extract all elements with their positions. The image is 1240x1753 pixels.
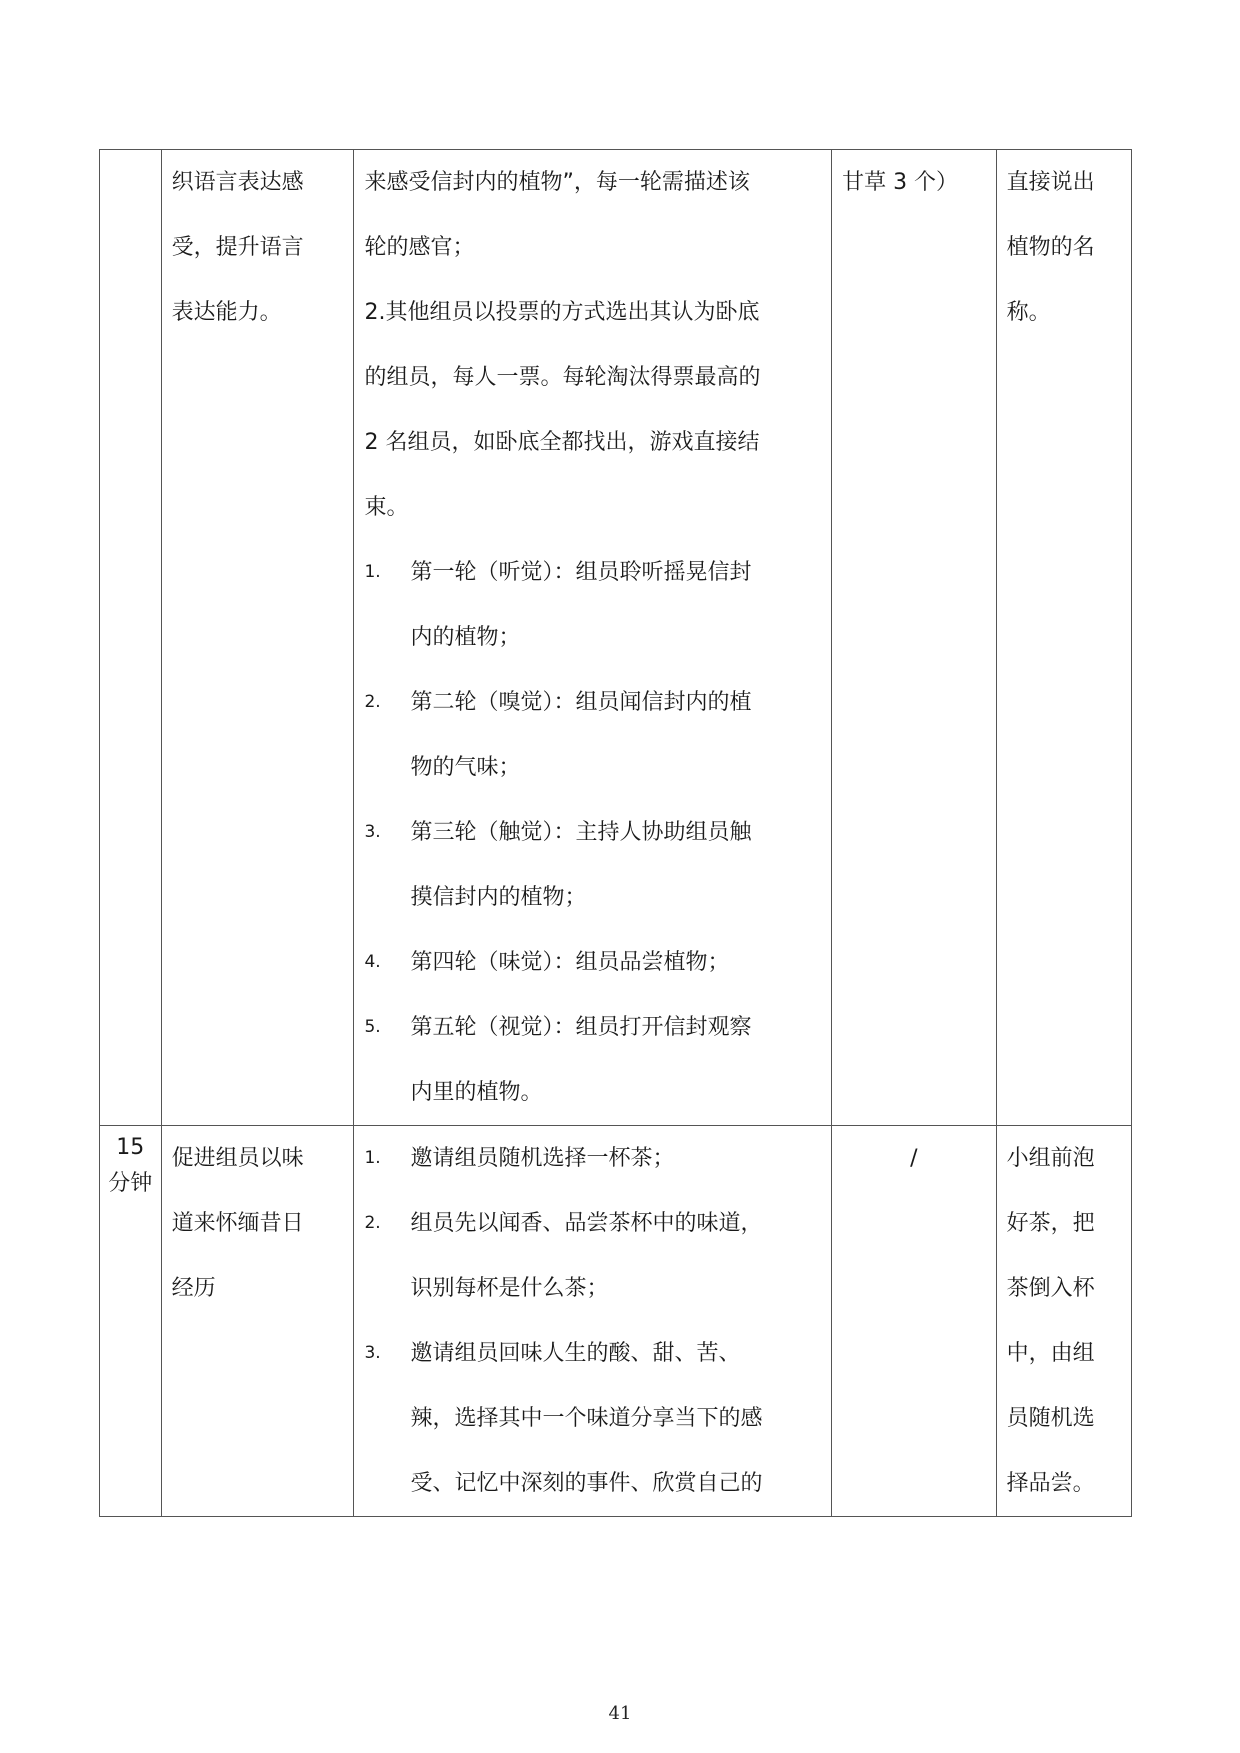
notes-line: 植物的名: [1006, 235, 1095, 260]
round-line: 内里的植物。: [410, 1080, 543, 1105]
step-line: 邀请组员回味人生的酸、甜、苦、: [410, 1341, 741, 1366]
notes-cell: [996, 1126, 1131, 1517]
materials-text: 甘草 3 个）: [842, 170, 959, 195]
content-line: 2 名组员，如卧底全都找出，游戏直接结: [364, 430, 760, 455]
list-number: 5.: [364, 1017, 381, 1037]
goal-line: 织语言表达感: [171, 170, 304, 195]
time-cell: [100, 150, 162, 1126]
content-line: 2.其他组员以投票的方式选出其认为卧底: [364, 300, 760, 325]
list-number: 3.: [364, 1343, 381, 1363]
round-line: 第一轮（听觉）：组员聆听摇晃信封: [410, 560, 752, 585]
materials-cell: [832, 150, 997, 1126]
round-line: 第二轮（嗅觉）：组员闻信封内的植: [410, 690, 752, 715]
content-cell: [354, 150, 832, 1126]
goal-line: 道来怀缅昔日: [171, 1211, 304, 1236]
notes-cell: [996, 150, 1131, 1126]
round-line: 摸信封内的植物；: [410, 885, 587, 910]
list-number: 1.: [364, 562, 381, 582]
round-line: 第四轮（味觉）：组员品尝植物；: [410, 950, 730, 975]
round-line: 物的气味；: [410, 755, 521, 780]
content-line: 来感受信封内的植物”，每一轮需描述该: [364, 170, 750, 195]
step-line: 辣，选择其中一个味道分享当下的感: [410, 1406, 763, 1431]
step-line: 邀请组员随机选择一杯茶；: [410, 1146, 675, 1171]
round-line: 第五轮（视觉）：组员打开信封观察: [410, 1015, 752, 1040]
notes-line: 择品尝。: [1006, 1471, 1095, 1496]
materials-cell: /: [832, 1126, 997, 1517]
goal-line: 表达能力。: [171, 300, 282, 325]
step-line: 受、记忆中深刻的事件、欣赏自己的: [410, 1471, 763, 1496]
list-number: 2.: [364, 1213, 381, 1233]
notes-line: 中，由组: [1006, 1341, 1095, 1366]
time-cell: [100, 1126, 162, 1517]
notes-line: 小组前泡: [1006, 1146, 1095, 1171]
round-item: [364, 540, 821, 670]
step-item: [364, 1321, 821, 1516]
list-number: 4.: [364, 952, 381, 972]
goal-line: 受，提升语言: [171, 235, 304, 260]
round-item: [364, 995, 821, 1125]
time-value: 15: [116, 1135, 145, 1160]
table-row: [100, 1126, 1132, 1517]
round-item: [364, 800, 821, 930]
goal-cell: [161, 1126, 354, 1517]
round-item: [364, 670, 821, 800]
round-item: [364, 930, 821, 995]
notes-line: 直接说出: [1006, 170, 1095, 195]
content-line: 的组员，每人一票。每轮淘汰得票最高的: [364, 365, 761, 390]
table-row: [100, 150, 1132, 1126]
notes-line: 员随机选: [1006, 1406, 1095, 1431]
page-number: 41: [608, 1703, 632, 1724]
goal-cell: [161, 150, 354, 1126]
list-number: 3.: [364, 822, 381, 842]
notes-line: 茶倒入杯: [1006, 1276, 1095, 1301]
activity-plan-table: [99, 149, 1132, 1517]
list-number: 1.: [364, 1148, 381, 1168]
content-line: 轮的感官；: [364, 235, 475, 260]
notes-line: 好茶，把: [1006, 1211, 1095, 1236]
content-cell: [354, 1126, 832, 1517]
step-item: [364, 1126, 821, 1191]
round-line: 内的植物；: [410, 625, 521, 650]
step-line: 识别每杯是什么茶；: [410, 1276, 609, 1301]
notes-line: 称。: [1006, 300, 1051, 325]
step-line: 组员先以闻香、品尝茶杯中的味道，: [410, 1211, 763, 1236]
goal-line: 促进组员以味: [171, 1146, 304, 1171]
content-line: 束。: [364, 495, 409, 520]
round-line: 第三轮（触觉）：主持人协助组员触: [410, 820, 752, 845]
list-number: 2.: [364, 692, 381, 712]
time-unit: 分钟: [108, 1171, 153, 1196]
goal-line: 经历: [171, 1276, 216, 1301]
step-item: [364, 1191, 821, 1321]
